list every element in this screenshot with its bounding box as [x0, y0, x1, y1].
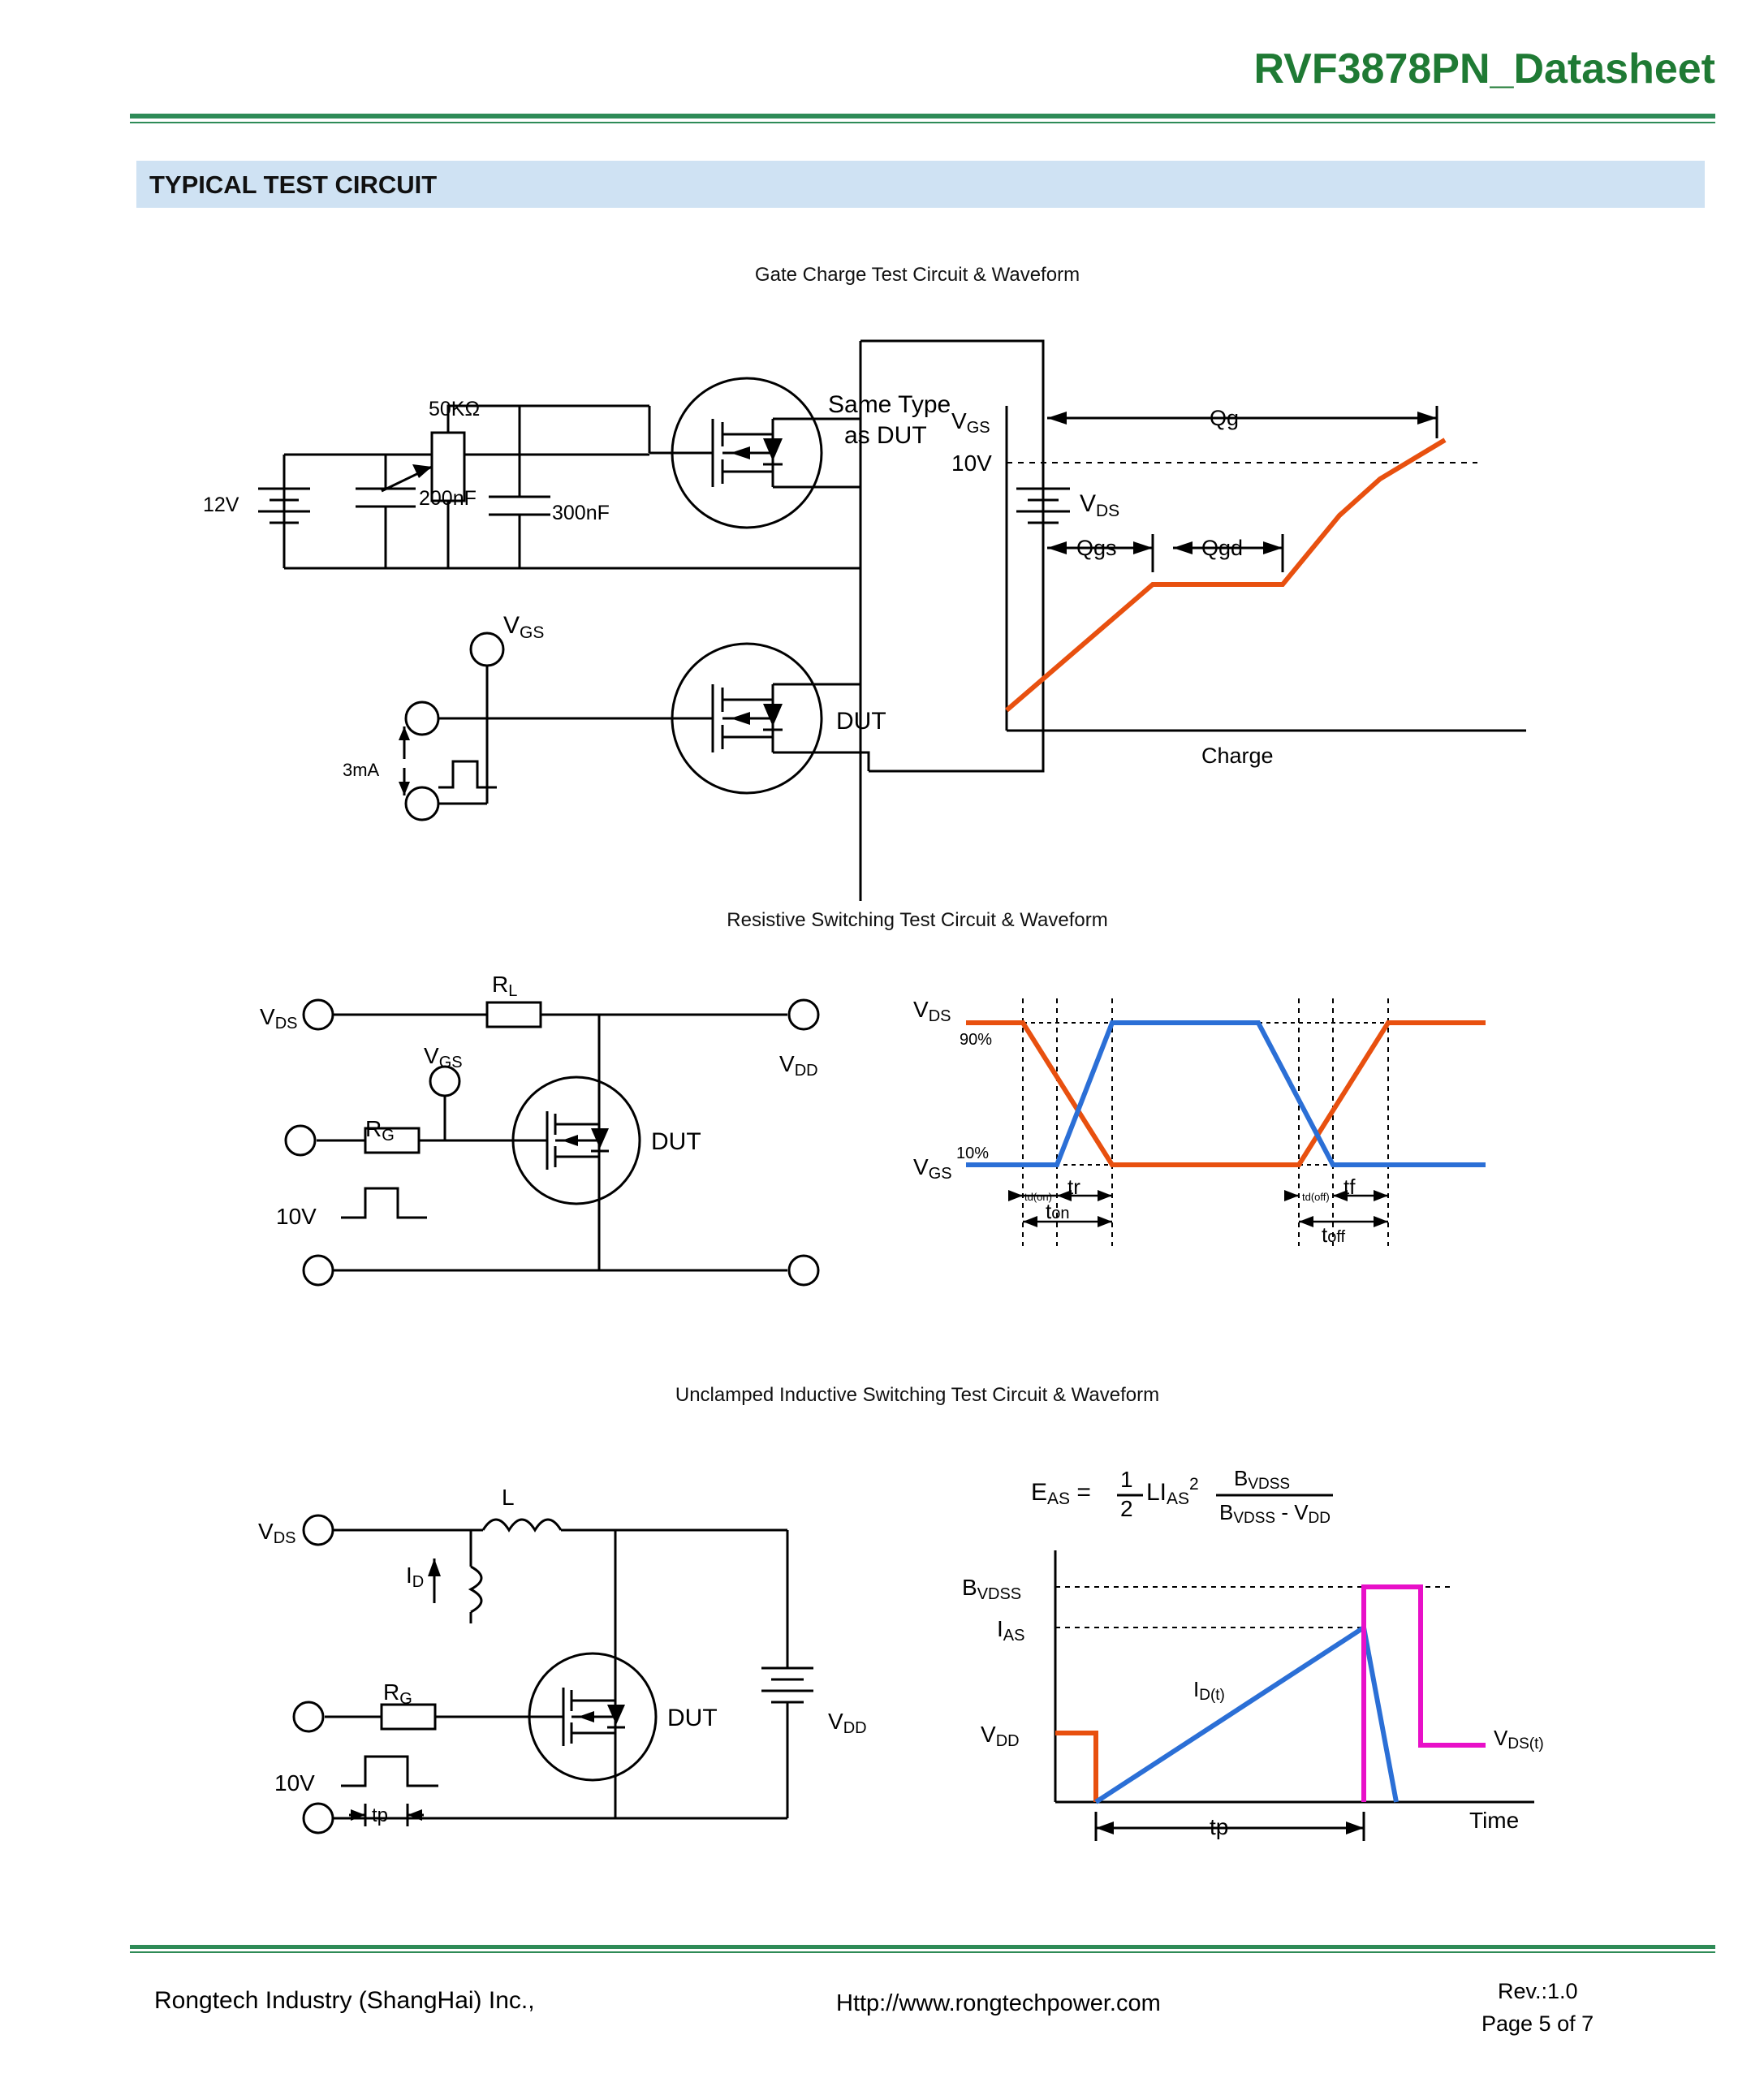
figure-2-waveform	[913, 978, 1583, 1327]
svg-text:IAS: IAS	[997, 1616, 1025, 1645]
svg-text:EAS =: EAS =	[1031, 1479, 1091, 1508]
svg-text:VDS(t): VDS(t)	[1494, 1726, 1544, 1753]
svg-text:10V: 10V	[274, 1770, 315, 1796]
label-supply: 12V	[203, 494, 239, 516]
footer-revision: Rev.:1.0	[1498, 1979, 1578, 2003]
svg-text:toff: toff	[1322, 1222, 1346, 1247]
svg-text:VDS: VDS	[260, 1004, 298, 1033]
label-vgs: $V_{GS}$	[503, 612, 545, 642]
svg-text:Qg: Qg	[1210, 406, 1240, 430]
svg-text:DUT: DUT	[651, 1128, 701, 1155]
figure-3-circuit	[258, 1485, 998, 1859]
svg-text:VDD: VDD	[779, 1051, 818, 1080]
label-same-type: Same Type	[828, 391, 951, 418]
svg-text:Time: Time	[1469, 1808, 1520, 1833]
figure-1-caption: Gate Charge Test Circuit & Waveform	[754, 264, 1080, 286]
svg-text:VGS: VGS	[951, 408, 990, 437]
svg-text:L: L	[502, 1485, 515, 1510]
figure-2-circuit	[260, 972, 998, 1315]
svg-text:VGS: VGS	[424, 1043, 463, 1071]
label-cap2: 300nF	[552, 502, 610, 524]
svg-text:LIAS2: LIAS$^2$	[1146, 1475, 1199, 1508]
svg-text:VGS: VGS	[913, 1154, 952, 1183]
svg-text:Charge: Charge	[1201, 744, 1274, 768]
svg-text:10V: 10V	[276, 1204, 317, 1229]
section-title: TYPICAL TEST CIRCUIT	[149, 170, 438, 199]
label-vds: $V_{DS}$	[1080, 490, 1120, 520]
svg-text:tp: tp	[372, 1804, 389, 1826]
svg-text:VDD: VDD	[828, 1709, 867, 1737]
svg-text:ID(t): ID(t)	[1193, 1677, 1225, 1704]
svg-text:2: 2	[1120, 1496, 1133, 1521]
label-resistor: 50KΩ	[429, 398, 481, 420]
svg-text:tr: tr	[1067, 1175, 1080, 1199]
svg-text:Qgs: Qgs	[1076, 536, 1117, 560]
header-rule	[130, 114, 1715, 119]
figure-3-caption: Unclamped Inductive Switching Test Circuit & Waveform	[675, 1384, 1160, 1406]
figure-1-waveform	[951, 390, 1575, 768]
footer-page-number: Page 5 of 7	[1482, 2011, 1594, 2036]
footer-website[interactable]: Http://www.rongtechpower.com	[836, 1990, 1161, 2016]
svg-text:VDS: VDS	[913, 997, 951, 1025]
svg-text:RG: RG	[365, 1116, 395, 1145]
label-dut: DUT	[836, 708, 886, 735]
svg-text:tf: tf	[1343, 1175, 1356, 1199]
svg-text:RL: RL	[492, 972, 518, 1000]
svg-text:10V: 10V	[951, 451, 992, 476]
page-title: RVF3878PN_Datasheet	[1253, 45, 1715, 93]
section-header	[136, 161, 1705, 208]
svg-text:BVDSS: BVDSS	[962, 1575, 1022, 1603]
header-rule-thin	[130, 122, 1715, 123]
label-cap1: 200nF	[419, 487, 477, 510]
svg-text:1: 1	[1120, 1467, 1133, 1492]
svg-text:VDD: VDD	[981, 1722, 1020, 1750]
svg-text:tp: tp	[1210, 1814, 1229, 1839]
label-as-dut: as DUT	[844, 422, 927, 449]
svg-text:DUT: DUT	[667, 1705, 718, 1731]
svg-text:td(on): td(on)	[1024, 1191, 1052, 1203]
svg-text:ID: ID	[406, 1563, 425, 1591]
svg-text:Qgd: Qgd	[1201, 536, 1244, 560]
footer-rule	[130, 1945, 1715, 1949]
figure-3-waveform	[962, 1453, 1615, 1859]
footer-rule-thin	[130, 1951, 1715, 1953]
svg-text:td(off): td(off)	[1302, 1191, 1330, 1203]
svg-text:90%: 90%	[960, 1031, 993, 1049]
svg-text:ton: ton	[1046, 1199, 1070, 1223]
svg-text:BVDSS: BVDSS	[1234, 1466, 1291, 1493]
figure-2-caption: Resistive Switching Test Circuit & Waveform	[727, 909, 1108, 931]
footer-company: Rongtech Industry (ShangHai) Inc.,	[154, 1987, 535, 2014]
svg-text:VDS: VDS	[258, 1519, 296, 1547]
svg-text:10%: 10%	[956, 1145, 990, 1162]
svg-text:RG: RG	[383, 1679, 412, 1708]
label-current: 3mA	[343, 760, 380, 780]
svg-text:BVDSS - VDD: BVDSS - VDD	[1219, 1500, 1331, 1527]
